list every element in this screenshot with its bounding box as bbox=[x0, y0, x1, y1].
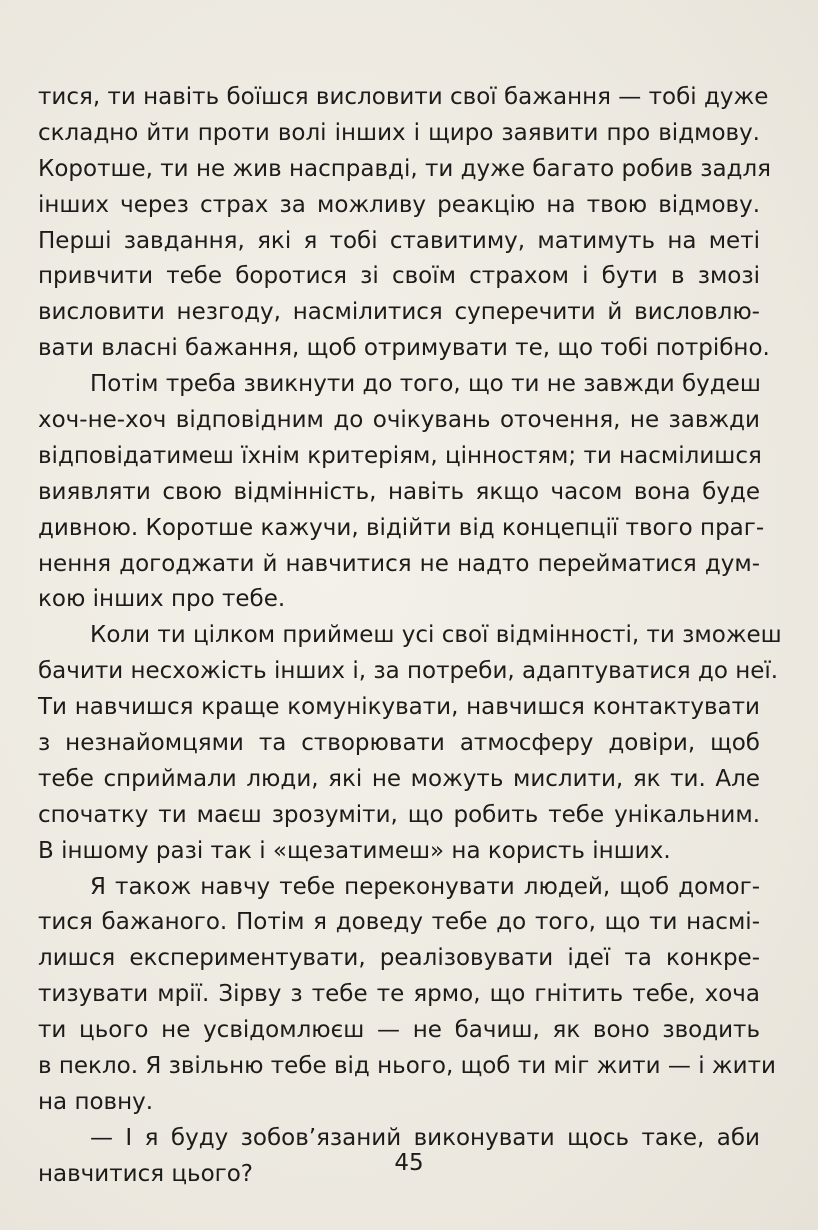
text-line: Коли ти цілком приймеш усі свої відмінності, ти зможеш bbox=[90, 622, 782, 649]
text-line: привчити тебе боротися зі своїм страхом і бути в змозі bbox=[38, 263, 760, 290]
page-body bbox=[38, 80, 782, 1193]
text-line: лишся експериментувати, реалізовувати ідеї та конкре- bbox=[38, 945, 760, 972]
text-line: Я також навчу тебе переконувати людей, щоб домог- bbox=[90, 873, 760, 900]
text-line: хоч-не-хоч відповідним до очікувань оточення, не завжди bbox=[38, 407, 760, 434]
text-line: бачити несхожість інших і, за потреби, адаптуватися до неї. bbox=[38, 658, 779, 685]
text-line: тебе сприймали люди, які не можуть мислити, як ти. Але bbox=[38, 765, 760, 792]
page-number: 45 bbox=[394, 1150, 424, 1176]
text-line: — І я буду зобов’язаний виконувати щось таке, аби bbox=[90, 1124, 760, 1151]
text-line: інших через страх за можливу реакцію на твою відмову. bbox=[38, 191, 760, 218]
text-line: тися бажаного. Потім я доведу тебе до того, що ти насмі- bbox=[38, 909, 760, 936]
text-line: в пекло. Я звільню тебе від нього, щоб ти міг жити — і жити bbox=[38, 1053, 776, 1080]
text-line: вати власні бажання, щоб отримувати те, що тобі потрібно. bbox=[38, 335, 770, 362]
text-line: кою інших про тебе. bbox=[38, 586, 286, 613]
text-line: тизувати мрії. Зірву з тебе те ярмо, що гнітить тебе, хоча bbox=[38, 981, 760, 1008]
text-line: Коротше, ти не жив насправді, ти дуже багато робив задля bbox=[38, 155, 771, 182]
text-line: Ти навчишся краще комунікувати, навчишся контактувати bbox=[38, 694, 760, 721]
text-line: з незнайомцями та створювати атмосферу довіри, щоб bbox=[38, 730, 760, 757]
text-line: тися, ти навіть боїшся висловити свої бажання — тобі дуже bbox=[38, 84, 769, 110]
text-line: відповідатимеш їхнім критеріям, цінностям; ти насмілишся bbox=[38, 442, 762, 469]
text-line: ти цього не усвідомлюєш — не бачиш, як воно зводить bbox=[38, 1017, 760, 1044]
text-line: спочатку ти маєш зрозуміти, що робить тебе унікальним. bbox=[38, 801, 760, 828]
text-line: навчитися цього? bbox=[38, 1160, 254, 1187]
text-line: висловити незгоду, насмілитися суперечити й висловлю- bbox=[38, 299, 760, 326]
text-line: Потім треба звикнути до того, що ти не завжди будеш bbox=[90, 371, 761, 398]
text-line: виявляти свою відмінність, навіть якщо часом вона буде bbox=[38, 478, 760, 505]
text-line: Перші завдання, які я тобі ставитиму, матимуть на меті bbox=[38, 227, 760, 254]
text-line: на повну. bbox=[38, 1088, 154, 1115]
text-line: дивною. Коротше кажучи, відійти від концепції твого праг- bbox=[38, 514, 765, 541]
text-line: складно йти проти волі інших і щиро заявити про відмову. bbox=[38, 119, 760, 146]
text-line: В іншому разі так і «щезатимеш» на користь інших. bbox=[38, 837, 671, 864]
text-line: нення догоджати й навчитися не надто перейматися дум- bbox=[38, 550, 760, 577]
